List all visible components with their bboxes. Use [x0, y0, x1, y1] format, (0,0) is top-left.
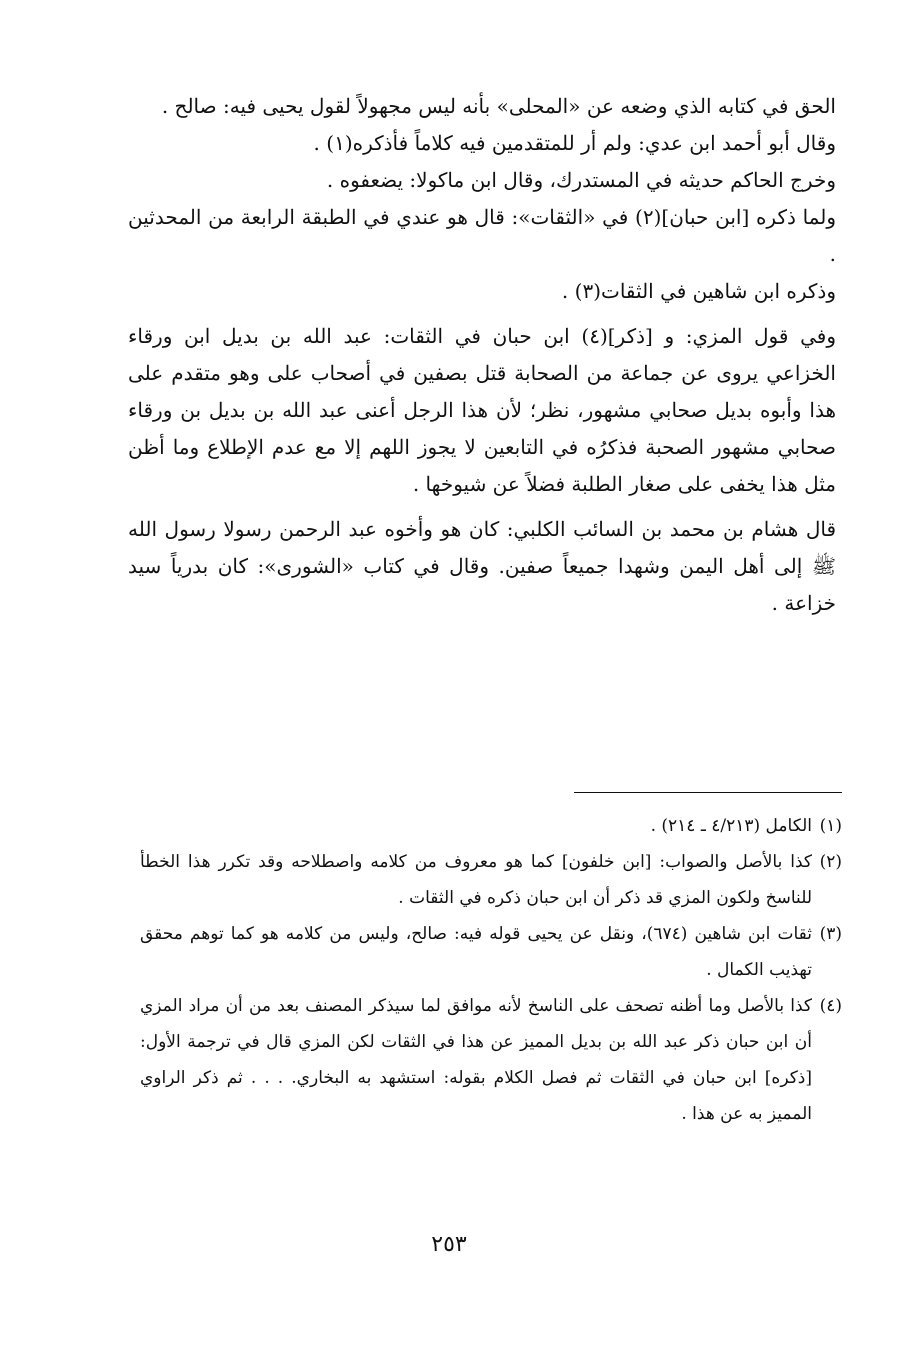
paragraph-7: قال هشام بن محمد بن السائب الكلبي: كان هو وأخوه عبد الرحمن رسولا رسول الله ﷺ إلى أهل اليمن وشهدا جميعاً صفين. وقال في كتاب «الشورى»: كان بدرياً سيد خزاعة . [128, 517, 836, 615]
paragraph-5: وذكره ابن شاهين في الثقات(٣) . [561, 279, 836, 303]
footnote-text: كذا بالأصل وما أظنه تصحف على الناسخ لأنه موافق لما سيذكر المصنف بعد من أن مراد المزي أن ابن حبان ذكر عبد الله بن بديل المميز عن هذا في الثقات لكن المزي قال في ترجمة الأول: [ذكره] ابن حبان في الثقات ثم فصل الكلام بقوله: استشهد به البخاري. . . . ثم ذكر الراوي المميز به عن هذا . [140, 996, 812, 1124]
page-number: ٢٥٣ [431, 1232, 467, 1257]
footnote-text: الكامل (٤/٢١٣ ـ ٢١٤) . [650, 816, 812, 836]
paragraph-6: وفي قول المزي: و [ذكر](٤) ابن حبان في الثقات: عبد الله بن بديل ابن ورقاء الخزاعي يروى عن جماعة من الصحابة قتل بصفين في أصحاب على وهو متقدم على هذا وأبوه بديل صحابي مشهور، نظر؛ لأن هذا الرجل أعنى عبد الله بن بديل بن ورقاء صحابي مشهور الصحبة فذكرُه في التابعين لا يجوز اللهم إلا مع عدم الإطلاع وما أظن مثل هذا يخفى على صغار الطلبة فضلاً عن شيوخها . [128, 324, 836, 496]
footnote-number: (٤) [819, 996, 842, 1016]
footnote-text: ثقات ابن شاهين (٦٧٤)، ونقل عن يحيى قوله فيه: صالح، وليس من كلامه هو كما توهم محقق تهذيب الكمال . [140, 924, 812, 980]
paragraph-4: ولما ذكره [ابن حبان](٢) في «الثقات»: قال هو عندي في الطبقة الرابعة من المحدثين . [128, 205, 836, 266]
footnote-1 [140, 808, 842, 844]
main-text [128, 88, 836, 622]
paragraph-2: وقال أبو أحمد ابن عدي: ولم أر للمتقدمين فيه كلاماً فأذكره(١) . [313, 131, 836, 155]
footnote-number: (٢) [819, 852, 842, 872]
footnote-text: كذا بالأصل والصواب: [ابن خلفون] كما هو معروف من كلامه واصطلاحه وقد تكرر هذا الخطأ للناسخ ولكون المزي قد ذكر أن ابن حبان ذكره في الثقات . [140, 852, 812, 908]
paragraph-3: وخرج الحاكم حديثه في المستدرك، وقال ابن ماكولا: يضعفوه . [326, 168, 836, 192]
footnote-number: (١) [819, 816, 842, 836]
footnote-4 [140, 988, 842, 1132]
footnote-number: (٣) [819, 924, 842, 944]
footnote-divider [574, 792, 842, 793]
footnotes [140, 808, 842, 1132]
paragraph-1: الحق في كتابه الذي وضعه عن «المحلى» بأنه ليس مجهولاً لقول يحيى فيه: صالح . [161, 94, 836, 118]
footnote-3 [140, 916, 842, 988]
footnote-2 [140, 844, 842, 916]
